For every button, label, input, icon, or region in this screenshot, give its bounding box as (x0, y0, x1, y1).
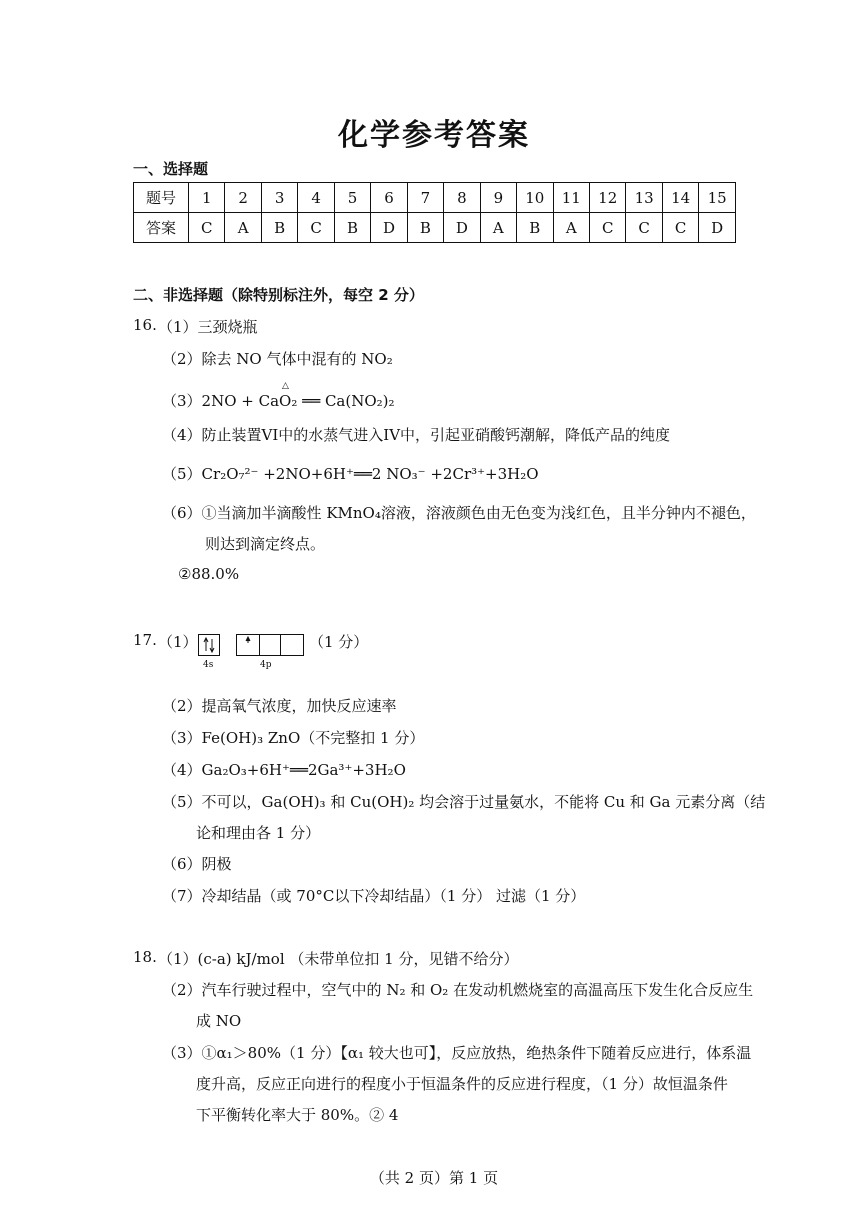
answer-cell: B (407, 213, 443, 243)
page-title: 化学参考答案 (338, 118, 530, 153)
answer-cell: B (334, 213, 370, 243)
orbital-4p-cell-2 (259, 635, 281, 655)
answer-18-3-line2: 度升高，反应正向进行的程度小于恒温条件的反应进行程度，（1 分）故恒温条件 (196, 1075, 728, 1093)
answer-17-2: （2）提高氧气浓度，加快反应速率 (162, 697, 397, 715)
question-number: 8 (444, 183, 480, 213)
answer-17-1-prefix: （1） (158, 633, 198, 651)
answer-16-2: （2）除去 NO 气体中混有的 NO₂ (162, 350, 393, 368)
answer-17-1-score: （1 分） (309, 633, 369, 651)
question-number: 13 (626, 183, 662, 213)
question-number: 1 (189, 183, 225, 213)
orbital-4s-label: 4s (203, 660, 214, 670)
answer-17-5-line1: （5）不可以，Ga(OH)₃ 和 Cu(OH)₂ 均会溶于过量氨水，不能将 Cu 和 Ga 元素分离（结 (162, 793, 766, 811)
question-number-18: 18. (133, 948, 157, 966)
answer-cell: C (189, 213, 225, 243)
answer-17-6: （6）阴极 (162, 855, 232, 873)
answer-16-6-part2: ②88.0% (178, 565, 240, 583)
answer-17-4: （4）Ga₂O₃+6H⁺══2Ga³⁺+3H₂O (162, 761, 406, 779)
question-number: 11 (553, 183, 589, 213)
question-number: 5 (334, 183, 370, 213)
section-choice-heading: 一、选择题 (133, 160, 209, 178)
answer-18-1: （1）(c-a) kJ/mol （未带单位扣 1 分，见错不给分） (158, 950, 519, 968)
answer-cell: C (589, 213, 625, 243)
answer-18-2-line2: 成 NO (196, 1012, 242, 1030)
orbital-4s-box (198, 634, 220, 656)
answer-18-3-line3: 下平衡转化率大于 80%。② 4 (196, 1106, 399, 1124)
answer-table (133, 182, 736, 243)
answer-16-6-line1: （6）①当滴加半滴酸性 KMnO₄溶液，溶液颜色由无色变为浅红色，且半分钟内不褪色， (162, 504, 756, 522)
question-number: 12 (589, 183, 625, 213)
page-footer: （共 2 页）第 1 页 (369, 1169, 499, 1187)
row-label: 题号 (134, 183, 189, 213)
answer-16-3: （3）2NO + CaO₂ ══ Ca(NO₂)₂ (162, 392, 395, 410)
orbital-4p-cell-1 (237, 635, 260, 655)
answer-18-2-line1: （2）汽车行驶过程中，空气中的 N₂ 和 O₂ 在发动机燃烧室的高温高压下发生化合反应生 (162, 981, 754, 999)
answer-cell: B (517, 213, 553, 243)
question-number: 14 (662, 183, 698, 213)
question-number: 2 (225, 183, 261, 213)
up-down-arrows-icon (199, 635, 219, 655)
up-arrow-icon (237, 635, 259, 655)
question-number: 15 (699, 183, 736, 213)
table-row-numbers (134, 183, 736, 213)
row-label: 答案 (134, 213, 189, 243)
answer-16-6-line2: 则达到滴定终点。 (205, 535, 326, 553)
answer-cell: D (371, 213, 407, 243)
question-number: 3 (261, 183, 297, 213)
answer-16-4: （4）防止装置VI中的水蒸气进入IV中，引起亚硝酸钙潮解，降低产品的纯度 (162, 426, 671, 444)
answer-16-5: （5）Cr₂O₇²⁻ +2NO+6H⁺══2 NO₃⁻ +2Cr³⁺+3H₂O (162, 465, 539, 483)
question-number-16: 16. (133, 316, 157, 334)
answer-16-1: （1）三颈烧瓶 (158, 318, 258, 336)
answer-17-7: （7）冷却结晶（或 70°C以下冷却结晶）（1 分） 过滤（1 分） (162, 887, 586, 905)
question-number: 6 (371, 183, 407, 213)
answer-cell: A (480, 213, 516, 243)
answer-cell: C (298, 213, 334, 243)
question-number-17: 17. (133, 631, 157, 649)
orbital-4p-box (236, 634, 304, 656)
question-number: 4 (298, 183, 334, 213)
answer-cell: C (626, 213, 662, 243)
table-row-answers (134, 213, 736, 243)
orbital-4p-label: 4p (260, 660, 272, 670)
answer-18-3-line1: （3）①α₁＞80%（1 分）【α₁ 较大也可】，反应放热，绝热条件下随着反应进行，体系温 (162, 1044, 752, 1062)
answer-cell: A (225, 213, 261, 243)
question-number: 7 (407, 183, 443, 213)
answer-cell: A (553, 213, 589, 243)
answer-cell: C (662, 213, 698, 243)
answer-17-3: （3）Fe(OH)₃ ZnO（不完整扣 1 分） (162, 729, 425, 747)
question-number: 9 (480, 183, 516, 213)
section-nonchoice-heading: 二、非选择题（除特别标注外，每空 2 分） (133, 286, 424, 304)
answer-cell: D (699, 213, 736, 243)
heat-condition-symbol: △ (282, 381, 289, 391)
answer-17-5-line2: 论和理由各 1 分） (196, 824, 321, 842)
answer-cell: B (261, 213, 297, 243)
question-number: 10 (517, 183, 553, 213)
answer-cell: D (444, 213, 480, 243)
